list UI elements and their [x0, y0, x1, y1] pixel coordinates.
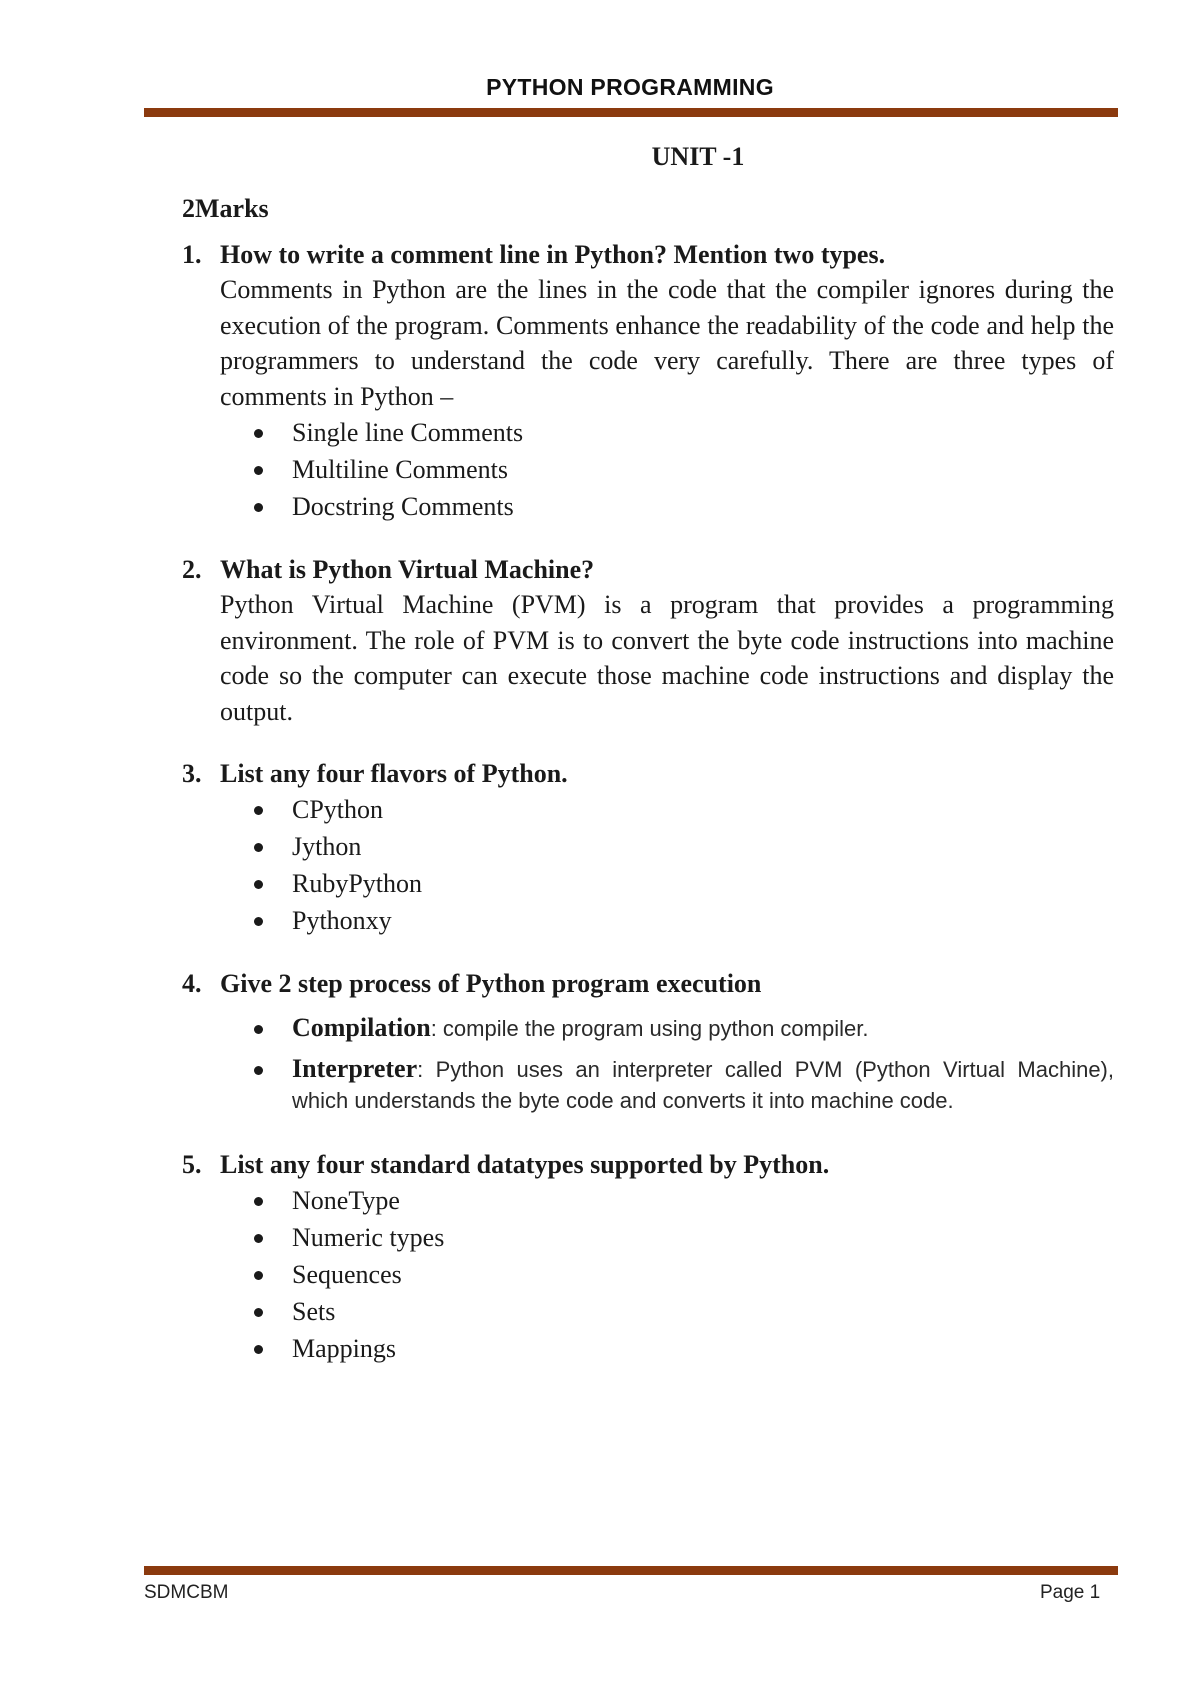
bullet-icon: [254, 843, 263, 852]
section-title: 2Marks: [182, 194, 269, 223]
unit-title: UNIT -1: [651, 142, 745, 171]
list-item: CPython: [254, 791, 1114, 828]
list-item: Jython: [254, 828, 1114, 865]
list-item: Sequences: [254, 1256, 1114, 1293]
footer-rule: [144, 1566, 1118, 1575]
page-number: Page 1: [1040, 1582, 1101, 1603]
page-content: [182, 142, 1114, 1367]
bullet-list: [220, 414, 1114, 525]
list-item: Numeric types: [254, 1219, 1114, 1256]
question-number: 2.: [182, 555, 202, 584]
question-4: [182, 967, 1114, 1116]
question-1: [182, 238, 1114, 525]
question-3: [182, 757, 1114, 939]
list-item: Single line Comments: [254, 414, 1114, 451]
question-title: How to write a comment line in Python? Mention two types.: [220, 240, 886, 269]
list-item: [254, 1013, 1114, 1044]
list-item: Pythonxy: [254, 902, 1114, 939]
bullet-icon: [254, 1308, 263, 1317]
bullet-icon: [254, 1234, 263, 1243]
bullet-icon: [254, 1025, 263, 1034]
list-item: Multiline Comments: [254, 451, 1114, 488]
question-title: What is Python Virtual Machine?: [220, 555, 595, 584]
question-answer: Comments in Python are the lines in the code that the compiler ignores during the execution of the program. Comments enhance the readability of the code and help the programmers to understand the code very carefully. There are three types of comments in Python –: [220, 275, 1114, 411]
bullet-icon: [254, 917, 263, 926]
list-item: [254, 1054, 1114, 1116]
step-term: Compilation: [292, 1013, 431, 1042]
bullet-icon: [254, 503, 263, 512]
question-number: 4.: [182, 969, 202, 998]
step-term: Interpreter: [292, 1054, 418, 1083]
bullet-list: [220, 1182, 1114, 1367]
running-header: PYTHON PROGRAMMING: [486, 74, 774, 100]
bullet-list: [220, 791, 1114, 939]
list-item: NoneType: [254, 1182, 1114, 1219]
list-item: Mappings: [254, 1330, 1114, 1367]
list-item: Sets: [254, 1293, 1114, 1330]
bullet-icon: [254, 880, 263, 889]
question-title: List any four standard datatypes supported by Python.: [220, 1150, 830, 1179]
bullet-icon: [254, 429, 263, 438]
step-list: [220, 1013, 1114, 1116]
question-number: 3.: [182, 759, 202, 788]
list-item: RubyPython: [254, 865, 1114, 902]
header-rule: [144, 108, 1118, 117]
footer-institution: SDMCBM: [144, 1582, 229, 1603]
question-number: 1.: [182, 240, 202, 269]
bullet-icon: [254, 1345, 263, 1354]
bullet-icon: [254, 806, 263, 815]
question-answer: Python Virtual Machine (PVM) is a program that provides a programming environment. The role of PVM is to convert the byte code instructions into machine code so the computer can execute those machine code instructions and display the output.: [220, 590, 1114, 726]
question-number: 5.: [182, 1150, 202, 1179]
question-5: [182, 1148, 1114, 1367]
question-title: List any four flavors of Python.: [220, 759, 568, 788]
bullet-icon: [254, 1197, 263, 1206]
bullet-icon: [254, 466, 263, 475]
question-2: [182, 553, 1114, 729]
bullet-icon: [254, 1066, 263, 1075]
step-description: : compile the program using python compiler.: [430, 1016, 869, 1041]
bullet-icon: [254, 1271, 263, 1280]
question-title: Give 2 step process of Python program execution: [220, 969, 762, 998]
list-item: Docstring Comments: [254, 488, 1114, 525]
step-description: : Python uses an interpreter called PVM (Python Virtual Machine), which understands the byte code and converts it into machine code.: [292, 1057, 1114, 1113]
